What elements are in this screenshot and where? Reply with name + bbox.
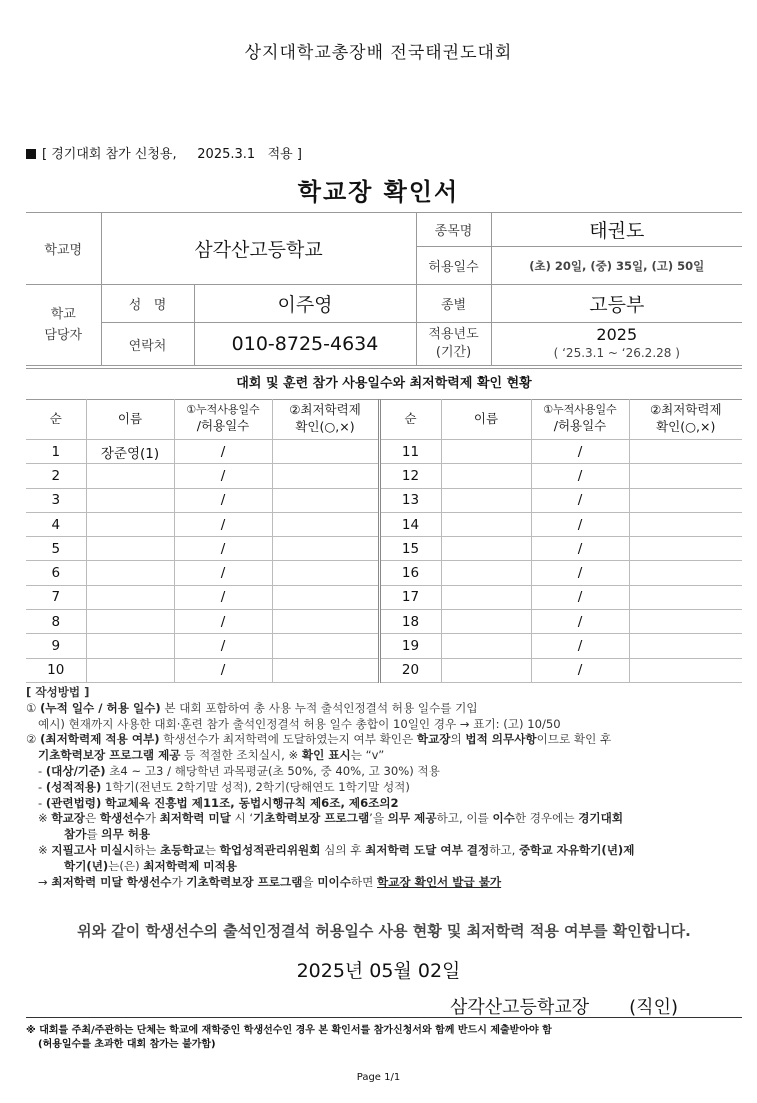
row-no: 5 <box>26 537 86 561</box>
black-square-icon <box>26 149 36 159</box>
row-name <box>441 634 531 658</box>
note-7-cont <box>26 859 742 875</box>
col-days-left-line2: /허용일수 <box>196 417 250 433</box>
row-no: 15 <box>379 537 441 561</box>
note-5-text: (관련법령) 학교체육 진흥법 제11조, 동법시행규칙 제6조, 제6조의2 <box>45 795 399 810</box>
note-6-provide: 의무 제공 <box>387 811 437 826</box>
col-no-left: 순 <box>26 399 86 440</box>
table-row <box>26 585 742 609</box>
row-min <box>272 610 379 634</box>
section-heading: 대회 및 훈련 참가 사용일수와 최저학력제 확인 현황 <box>26 368 742 400</box>
manager-label <box>26 285 101 366</box>
row-min <box>629 610 742 634</box>
table-row <box>26 512 742 536</box>
category-value: 고등부 <box>491 285 742 323</box>
instructions <box>26 685 742 890</box>
note-7-p3: 심의 후 <box>320 842 366 857</box>
name-value: 이주영 <box>194 285 416 323</box>
year-label <box>416 323 491 366</box>
participant-table <box>26 399 742 683</box>
row-days: / <box>174 440 272 464</box>
allowance-label: 허용일수 <box>416 247 491 285</box>
footnote <box>26 1017 742 1052</box>
note-2-duty: 법적 의무사항 <box>465 732 537 747</box>
note-3-dash: - <box>38 763 46 778</box>
row-no: 14 <box>379 512 441 536</box>
note-4-dash: - <box>38 779 46 794</box>
note-7-noexam: 지필고사 미실시 <box>51 842 134 857</box>
col-days-left-line1: ①누적사용일수 <box>186 403 260 417</box>
row-days: / <box>531 561 629 585</box>
row-name <box>86 658 174 682</box>
note-7-p4: 하고, <box>489 842 519 857</box>
row-no: 18 <box>379 610 441 634</box>
row-min <box>629 488 742 512</box>
row-min <box>272 512 379 536</box>
year-value: 2025 <box>596 325 638 344</box>
row-min <box>629 440 742 464</box>
row-days: / <box>174 658 272 682</box>
row-name <box>441 488 531 512</box>
note-8-athlete: 최저학력 미달 학생선수 <box>51 874 172 889</box>
note-7-decide: 최저학력 도달 여부 결정 <box>365 842 490 857</box>
row-name <box>441 440 531 464</box>
row-no: 6 <box>26 561 86 585</box>
page-number: Page 1/1 <box>356 1072 401 1083</box>
row-no: 19 <box>379 634 441 658</box>
note-8-p2: 을 <box>302 874 318 889</box>
note-6-p3: 시 ‘ <box>230 811 254 826</box>
row-min <box>629 512 742 536</box>
note-8-no-issue: 학교장 확인서 발급 불가 <box>377 874 502 889</box>
note-6-cont <box>26 827 742 843</box>
row-days: / <box>531 440 629 464</box>
year-label-line2: (기간) <box>435 345 472 360</box>
manager-label-line2: 담당자 <box>44 328 83 343</box>
row-no: 8 <box>26 610 86 634</box>
row-days: / <box>174 610 272 634</box>
row-name <box>441 464 531 488</box>
table-row <box>26 610 742 634</box>
row-name <box>441 512 531 536</box>
note-4-text: 1학기(전년도 2학기말 성적), 2학기(당해연도 1학기말 성적) <box>101 779 410 794</box>
row-min <box>272 464 379 488</box>
sport-label: 종목명 <box>416 213 491 247</box>
row-min <box>272 658 379 682</box>
note-7-p5: 는(은) <box>108 858 144 873</box>
note-6-principal: 학교장 <box>51 811 86 826</box>
note-6-program: 기초학력보장 프로그램 <box>253 811 370 826</box>
row-days: / <box>531 634 629 658</box>
confirmation-text: 위와 같이 학생선수의 출석인정결석 허용일수 사용 현황 및 최저학력 적용 여부를 확인합니다. <box>77 922 691 940</box>
note-7-notapplied: 최저학력제 미적용 <box>143 858 237 873</box>
row-min <box>272 440 379 464</box>
col-days-left <box>174 399 272 440</box>
year-cell <box>491 323 742 366</box>
row-no: 9 <box>26 634 86 658</box>
footnote-line2: (허용일수를 초과한 대회 참가는 불가함) <box>38 1039 216 1050</box>
row-name <box>441 585 531 609</box>
row-days: / <box>531 610 629 634</box>
instructions-heading: [ 작성방법 ] <box>26 685 90 699</box>
row-days: / <box>531 658 629 682</box>
table-row <box>26 440 742 464</box>
col-min-right <box>629 399 742 440</box>
row-name: 장준영(1) <box>86 440 174 464</box>
note-7-p1: 하는 <box>133 842 160 857</box>
col-days-right-line2: /허용일수 <box>553 417 607 433</box>
row-days: / <box>174 512 272 536</box>
row-min <box>629 585 742 609</box>
note-6-athlete: 학생선수 <box>99 811 145 826</box>
col-min-right-line1: ②최저학력제 <box>649 402 722 418</box>
note-6 <box>26 811 742 827</box>
note-6-below: 최저학력 미달 <box>159 811 231 826</box>
note-2-cont <box>26 748 742 764</box>
note-7-semester: 학기(년) <box>64 858 109 873</box>
contact-label: 연락처 <box>101 323 194 366</box>
table-row <box>26 634 742 658</box>
table-row <box>26 488 742 512</box>
note-5 <box>26 796 742 812</box>
row-name <box>86 512 174 536</box>
note-3-term: (대상/기준) <box>45 763 106 778</box>
row-no: 12 <box>379 464 441 488</box>
row-no: 17 <box>379 585 441 609</box>
row-days: / <box>174 561 272 585</box>
row-name <box>86 634 174 658</box>
col-name-left: 이름 <box>86 399 174 440</box>
row-days: / <box>531 512 629 536</box>
note-2-principal: 학교장 <box>416 732 451 747</box>
sport-value: 태권도 <box>491 213 742 247</box>
note-2-tail: 이므로 확인 후 <box>536 732 612 747</box>
note-2-text: 학생선수가 최저학력에 도달하였는지 여부 확인은 <box>159 732 417 747</box>
row-min <box>629 561 742 585</box>
row-name <box>86 537 174 561</box>
note-8 <box>26 875 742 891</box>
note-7 <box>26 843 742 859</box>
note-5-dash: - <box>38 795 46 810</box>
manager-label-line1: 학교 <box>50 307 76 322</box>
note-6-complete: 이수 <box>492 811 515 826</box>
name-label: 성 명 <box>101 285 194 323</box>
school-value: 삼각산고등학교 <box>101 213 416 285</box>
note-1-text: 본 대회 포함하여 총 사용 누적 출석인정결석 허용 일수를 기입 <box>160 700 478 715</box>
note-6-p7: 를 <box>86 827 102 842</box>
row-min <box>629 464 742 488</box>
document-title: 학교장 확인서 <box>297 178 460 206</box>
col-min-left-line1: ②최저학력제 <box>289 402 361 418</box>
note-2-mark: 확인 표시 <box>301 748 351 763</box>
row-no: 10 <box>26 658 86 682</box>
note-7-middle: 중학교 자유학기(년)제 <box>518 842 635 857</box>
row-min <box>272 634 379 658</box>
row-no: 2 <box>26 464 86 488</box>
table-row <box>26 464 742 488</box>
note-2-marker: ② <box>26 732 41 747</box>
note-8-arrow: → <box>38 874 52 889</box>
row-name <box>86 561 174 585</box>
note-6-p5: 하고, 이를 <box>436 811 493 826</box>
note-1-example: 예시) 현재까지 사용한 대회·훈련 참가 출석인정결석 허용 일수 총합이 10일인 경우 → 표기: (고) 10/50 <box>38 716 561 731</box>
school-label: 학교명 <box>26 213 101 285</box>
col-no-right: 순 <box>379 399 441 440</box>
row-name <box>441 610 531 634</box>
note-6-p2: 가 <box>144 811 160 826</box>
note-1-marker: ① <box>26 700 41 715</box>
note-1 <box>26 701 742 717</box>
period-value: ( ‘25.3.1 ~ ‘26.2.28 ) <box>553 346 680 360</box>
row-min <box>272 537 379 561</box>
row-name <box>86 488 174 512</box>
note-6-marker: ※ <box>38 811 52 826</box>
row-name <box>86 464 174 488</box>
row-name <box>441 561 531 585</box>
row-min <box>629 537 742 561</box>
row-days: / <box>174 537 272 561</box>
category-label: 종별 <box>416 285 491 323</box>
row-days: / <box>531 464 629 488</box>
year-label-line1: 적용년도 <box>428 327 479 342</box>
row-min <box>272 561 379 585</box>
note-3-text: 초4 ~ 고3 / 해당학년 과목평균(초 50%, 중 40%, 고 30%) 적용 <box>105 763 440 778</box>
note-8-program: 기초학력보장 프로그램 <box>186 874 303 889</box>
note-2-action: 등 적절한 조치실시, ※ <box>180 748 302 763</box>
col-min-right-line2: 확인(○,×) <box>656 419 716 434</box>
row-days: / <box>174 488 272 512</box>
col-name-right: 이름 <box>441 399 531 440</box>
col-min-left <box>272 399 379 440</box>
row-days: / <box>174 585 272 609</box>
row-days: / <box>174 634 272 658</box>
event-title: 상지대학교총장배 전국태권도대회 <box>244 43 513 63</box>
row-days: / <box>174 464 272 488</box>
signer: 삼각산고등학교장 (직인) <box>450 997 678 1018</box>
col-days-right-line1: ①누적사용일수 <box>543 403 617 417</box>
note-6-p1: 은 <box>85 811 100 826</box>
footnote-line1: ※ 대회를 주최/주관하는 단체는 학교에 재학중인 학생선수인 경우 본 확인서를 참가신청서와 함께 반드시 제출받아야 함 <box>26 1025 552 1036</box>
note-7-elementary: 초등학교 <box>159 842 205 857</box>
row-no: 4 <box>26 512 86 536</box>
row-name <box>441 537 531 561</box>
note-6-p6: 한 경우에는 <box>514 811 579 826</box>
note-4 <box>26 780 742 796</box>
row-min <box>272 488 379 512</box>
scope-text: [ 경기대회 참가 신청용, 2025.3.1 적용 ] <box>42 147 302 162</box>
note-4-term: (성적적용) <box>45 779 102 794</box>
row-no: 7 <box>26 585 86 609</box>
note-6-competition: 경기대회 <box>578 811 624 826</box>
note-2-program: 기초학력보장 프로그램 제공 <box>38 748 181 763</box>
row-days: / <box>531 537 629 561</box>
note-8-p1: 가 <box>171 874 187 889</box>
note-6-allow: 의무 허용 <box>101 827 151 842</box>
note-2 <box>26 732 742 748</box>
note-8-p3: 하면 <box>350 874 378 889</box>
scope-line <box>26 143 302 162</box>
col-days-right <box>531 399 629 440</box>
contact-value: 010-8725-4634 <box>194 323 416 366</box>
note-1-term: (누적 일수 / 허용 일수) <box>40 700 161 715</box>
note-2-particle: 의 <box>450 732 466 747</box>
row-min <box>629 658 742 682</box>
note-2-v: 는 “v” <box>350 748 385 763</box>
row-name <box>86 610 174 634</box>
issue-date: 2025년 05월 02일 <box>296 960 461 982</box>
row-no: 20 <box>379 658 441 682</box>
row-days: / <box>531 585 629 609</box>
row-days: / <box>531 488 629 512</box>
note-6-participation: 참가 <box>64 827 87 842</box>
row-no: 11 <box>379 440 441 464</box>
row-no: 13 <box>379 488 441 512</box>
table-row <box>26 561 742 585</box>
note-8-incomplete: 미이수 <box>317 874 351 889</box>
col-min-left-line2: 확인(○,×) <box>295 419 355 434</box>
note-7-p2: 는 <box>204 842 220 857</box>
row-no: 3 <box>26 488 86 512</box>
row-name <box>86 585 174 609</box>
note-6-p4: ’을 <box>369 811 388 826</box>
table-row <box>26 537 742 561</box>
note-2-term: (최저학력제 적용 여부) <box>40 732 160 747</box>
table-row <box>26 658 742 682</box>
row-min <box>272 585 379 609</box>
row-no: 1 <box>26 440 86 464</box>
row-name <box>441 658 531 682</box>
note-7-marker: ※ <box>38 842 52 857</box>
table-header-row <box>26 399 742 440</box>
row-min <box>629 634 742 658</box>
note-7-committee: 학업성적관리위원회 <box>219 842 321 857</box>
info-table <box>26 212 742 366</box>
allowance-value: (초) 20일, (중) 35일, (고) 50일 <box>491 247 742 285</box>
note-3 <box>26 764 742 780</box>
row-no: 16 <box>379 561 441 585</box>
